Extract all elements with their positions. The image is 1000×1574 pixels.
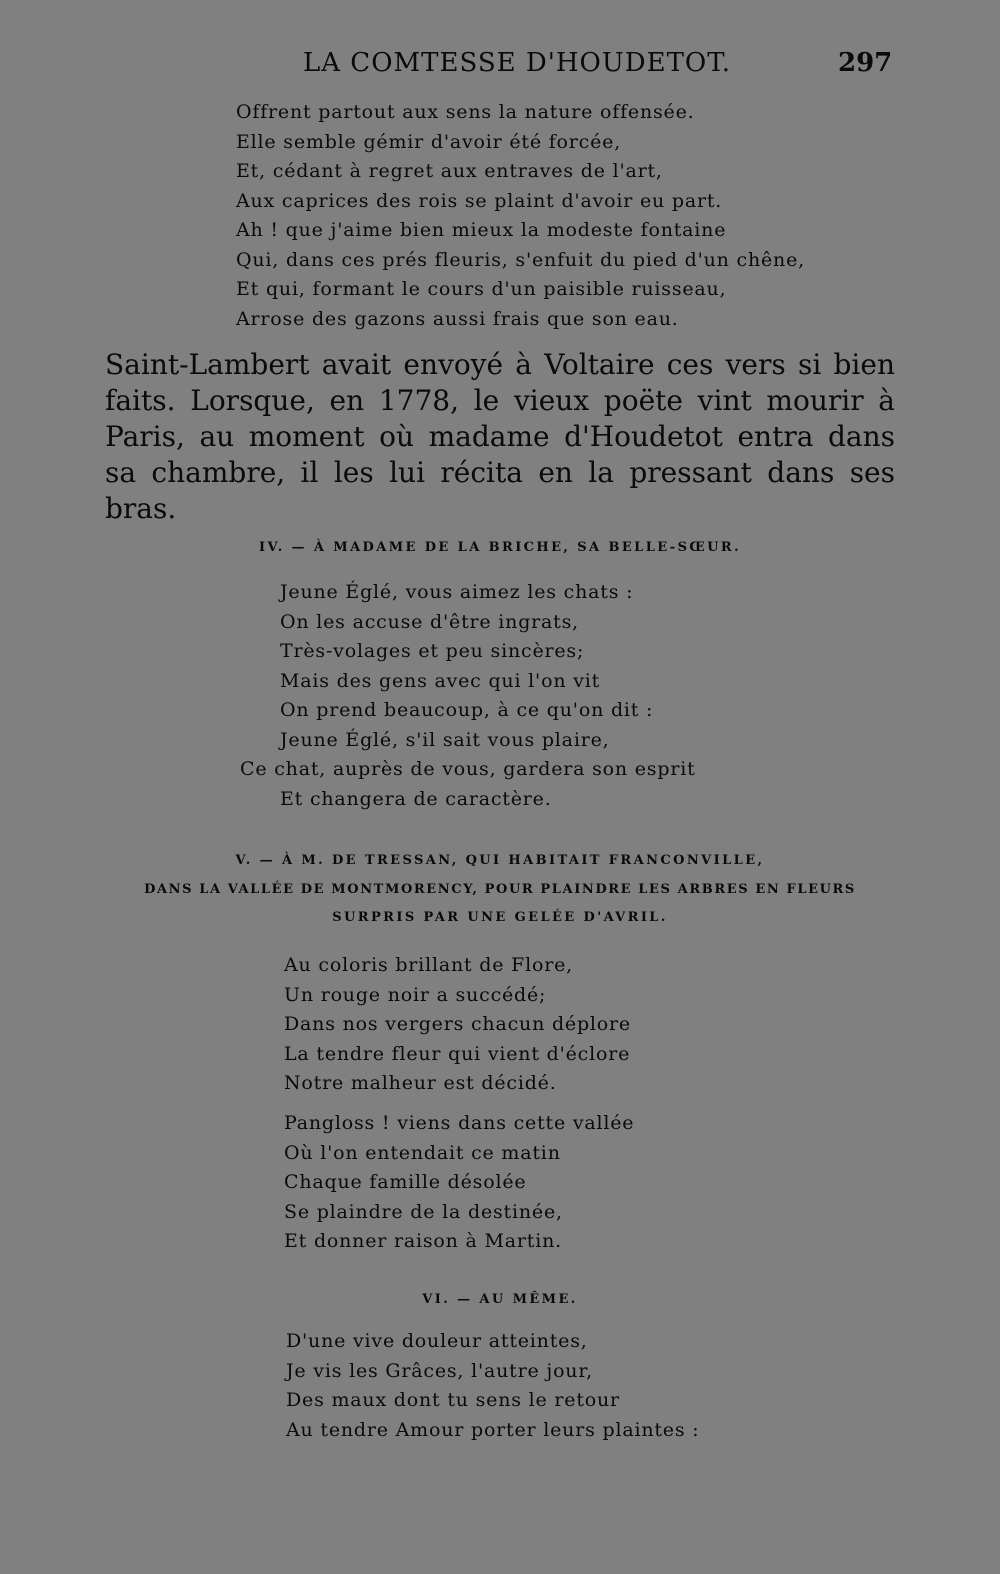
running-title: LA COMTESSE D'HOUDETOT. — [303, 48, 732, 78]
verse-line: Elle semble gémir d'avoir été forcée, — [236, 130, 622, 153]
verse-line: Aux caprices des rois se plaint d'avoir eu part. — [236, 189, 723, 212]
poem-v-stanza-2 — [284, 1109, 634, 1257]
section-heading-v-line3: SURPRIS PAR UNE GELÉE D'AVRIL. — [332, 910, 668, 925]
section-heading-vi: VI. — AU MÊME. — [422, 1292, 578, 1307]
verse-line: Ce chat, auprès de vous, gardera son esprit — [240, 758, 696, 780]
poem-vi — [286, 1327, 699, 1445]
verse-line: Qui, dans ces prés fleuris, s'enfuit du pied d'un chêne, — [236, 248, 805, 271]
page-header — [0, 48, 1000, 88]
verse-line: Dans nos vergers chacun déplore — [284, 1013, 631, 1035]
verse-line: Au coloris brillant de Flore, — [284, 954, 573, 976]
verse-line: Offrent partout aux sens la nature offensée. — [236, 101, 695, 123]
verse-line: On les accuse d'être ingrats, — [280, 610, 579, 633]
verse-line: Arrose des gazons aussi frais que son eau. — [236, 307, 679, 330]
verse-line: Un rouge noir a succédé; — [284, 983, 547, 1006]
verse-line: Des maux dont tu sens le retour — [286, 1389, 620, 1411]
verse-line: Notre malheur est décidé. — [284, 1072, 557, 1094]
section-heading-iv: IV. — À MADAME DE LA BRICHE, SA BELLE-SŒUR. — [259, 540, 741, 555]
verse-line: Très-volages et peu sincères; — [280, 640, 585, 662]
verse-line: Chaque famille désolée — [284, 1171, 527, 1193]
section-heading-v-line1: V. — À M. DE TRESSAN, QUI HABITAIT FRANCONVILLE, — [235, 853, 765, 868]
verse-line: Jeune Églé, vous aimez les chats : — [280, 581, 634, 603]
section-heading-v-line2: DANS LA VALLÉE DE MONTMORENCY, POUR PLAINDRE LES ARBRES EN FLEURS — [144, 882, 856, 897]
verse-line: Au tendre Amour porter leurs plaintes : — [286, 1418, 700, 1441]
verse-line: D'une vive douleur atteintes, — [286, 1330, 588, 1352]
poem-v-stanza-1 — [284, 951, 631, 1099]
verse-line: La tendre fleur qui vient d'éclore — [284, 1042, 631, 1065]
verse-line: Se plaindre de la destinée, — [284, 1200, 563, 1223]
poem-top — [236, 98, 805, 334]
verse-line: On prend beaucoup, à ce qu'on dit : — [280, 699, 654, 721]
verse-line: Pangloss ! viens dans cette vallée — [284, 1112, 635, 1134]
verse-line: Et changera de caractère. — [280, 787, 552, 810]
verse-line: Mais des gens avec qui l'on vit — [280, 669, 601, 692]
verse-line: Et, cédant à regret aux entraves de l'art, — [236, 160, 663, 182]
verse-line: Jeune Églé, s'il sait vous plaire, — [280, 728, 610, 751]
verse-line: Et qui, formant le cours d'un paisible ruisseau, — [236, 278, 727, 300]
page-number: 297 — [838, 48, 893, 78]
verse-line: Ah ! que j'aime bien mieux la modeste fontaine — [236, 219, 727, 241]
verse-line: Et donner raison à Martin. — [284, 1230, 562, 1252]
poem-iv — [240, 578, 696, 814]
verse-line: Où l'on entendait ce matin — [284, 1141, 561, 1164]
prose-paragraph: Saint-Lambert avait envoyé à Voltaire ces vers si bien faits. Lorsque, en 1778, le vieux poëte vint mourir à Paris, au moment où madame d'Houdetot entra dans sa chambre, il les lui récita en la pressant dans ses bras. — [105, 348, 895, 525]
verse-line: Je vis les Grâces, l'autre jour, — [286, 1359, 593, 1382]
